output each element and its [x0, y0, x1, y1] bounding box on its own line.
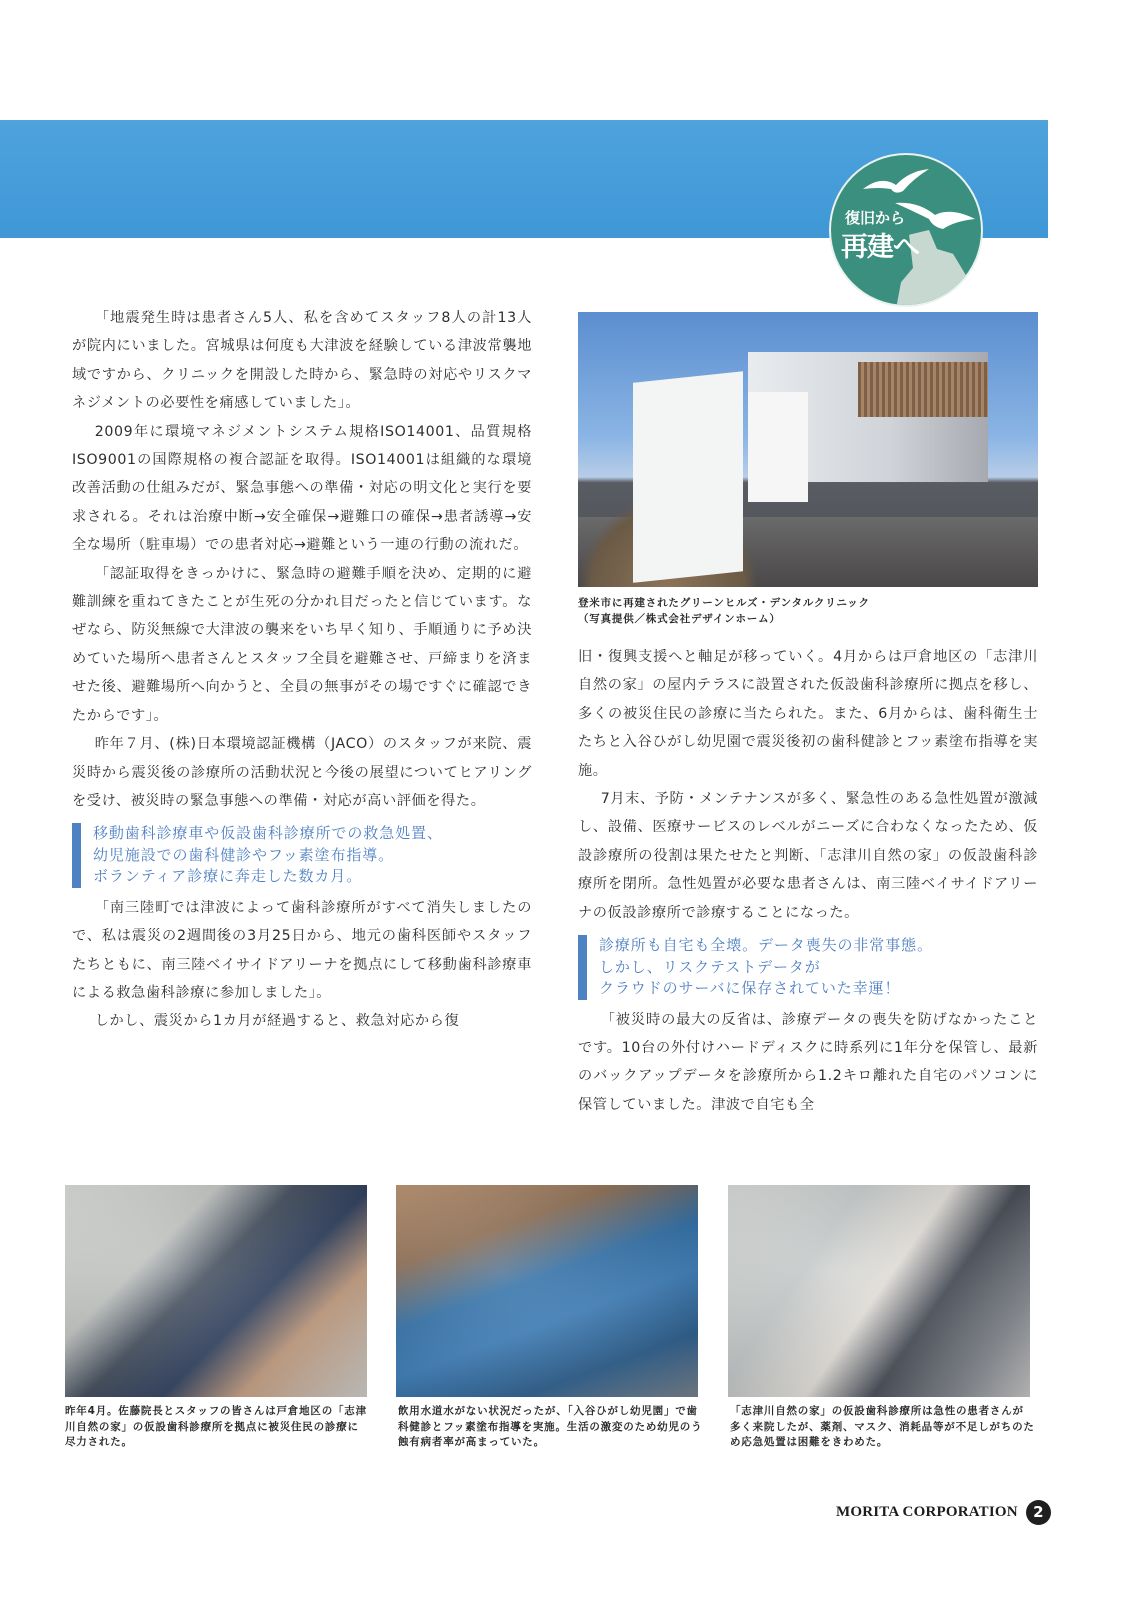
heading-line: しかし、リスクテストデータが	[599, 957, 821, 976]
page-number: 2	[1026, 1500, 1051, 1525]
body-paragraph: 「地震発生時は患者さん5人、私を含めてスタッフ8人の計13人が院内にいました。宮城県は何度も大津波を経験している津波常襲地域ですから、クリニックを開設した時から、緊急時の対応やリスクマネジメントの必要性を痛感していました」。	[72, 310, 532, 412]
clinic-photo-caption	[578, 596, 1048, 627]
dental-treatment-photo	[65, 1185, 367, 1397]
heading-line: ボランティア診療に奔走した数カ月。	[93, 867, 363, 886]
heading-line: 診療所も自宅も全壊。データ喪失の非常事態。	[599, 936, 933, 955]
photo-caption: 飲用水道水がない状況だったが、「入谷ひがし幼児園」で歯科健診とフッ素塗布指導を実施。生活の激変のため幼児のう蝕有病者率が高まっていた。	[398, 1405, 703, 1448]
body-paragraph: 旧・復興支援へと軸足が移っていく。4月からは戸倉地区の「志津川自然の家」の屋内テラスに設置された仮設歯科診療所に拠点を移し、多くの被災住民の診療に当たられた。また、6月からは、歯科衛生士たちと入谷ひがし幼児園で震災後初の歯科健診とフッ素塗布指導を実施。	[578, 649, 1038, 779]
article-right-column	[578, 643, 1038, 1119]
children-checkup-photo	[396, 1185, 698, 1397]
body-paragraph: 「被災時の最大の反省は、診療データの喪失を防げなかったことです。10台の外付けハードディスクに時系列に1年分を保管し、最新のバックアップデータを診療所から1.2キロ離れた自宅のパソコンに保管していました。津波で自宅も全	[578, 1011, 1038, 1113]
article-left-column	[72, 304, 532, 1036]
clinic-building-photo	[578, 312, 1038, 587]
body-paragraph: 7月末、予防・メンテナンスが多く、緊急性のある急性処置が激減し、設備、医療サービスのレベルがニーズに合わなくなったため、仮設診療所の役割は果たせたと判断、「志津川自然の家」の仮設歯科診療所を閉所。急性処置が必要な患者さんは、南三陸ベイサイドアリーナの仮設診療所で診療することになった。	[578, 791, 1038, 921]
heading-line: 幼児施設での歯科健診やフッ素塗布指導。	[93, 845, 395, 864]
emblem-title: 再建へ	[841, 232, 919, 263]
section-heading	[72, 823, 532, 888]
emblem-subtitle: 復旧から	[845, 209, 906, 227]
page-footer	[836, 1497, 1051, 1527]
brand-name: MORITA CORPORATION	[836, 1503, 1018, 1520]
body-paragraph: しかし、震災から1カ月が経過すると、救急対応から復	[94, 1013, 460, 1030]
section-emblem	[831, 155, 981, 305]
caption-line: （写真提供／株式会社デザインホーム）	[578, 612, 781, 625]
body-paragraph: 「認証取得をきっかけに、緊急時の避難手順を決め、定期的に避難訓練を重ねてきたことが生死の分かれ目だったと信じています。なぜなら、防災無線で大津波の襲来をいち早く知り、手順通りに予め決めていた場所へ患者さんとスタッフ全員を避難させ、戸締まりを済ませた後、避難場所へ向かうと、全員の無事がその場ですぐに確認できたからです」。	[72, 565, 532, 724]
clinic-sign	[633, 371, 743, 583]
heading-line: 移動歯科診療車や仮設歯科診療所での救急処置、	[93, 824, 443, 843]
clinic-sign-secondary	[748, 392, 808, 502]
body-paragraph: 「南三陸町では津波によって歯科診療所がすべて消失しましたので、私は震災の2週間後の3月25日から、地元の歯科医師やスタッフたちともに、南三陸ベイサイドアリーナを拠点にして移動歯科診療車による救急歯科診療に参加しました」。	[72, 899, 532, 1002]
photo-caption: 昨年4月。佐藤院長とスタッフの皆さんは戸倉地区の「志津川自然の家」の仮設歯科診療所を拠点に被災住民の診療に尽力された。	[65, 1405, 367, 1448]
temporary-clinic-photo	[728, 1185, 1030, 1397]
seagull-icon	[861, 167, 931, 197]
photo-caption: 「志津川自然の家」の仮設歯科診療所は急性の患者さんが多く来院したが、薬剤、マスク、消耗品等が不足しがちのため応急処置は困難をきわめた。	[730, 1405, 1035, 1448]
body-paragraph: 昨年７月、(株)日本環境認証機構（JACO）のスタッフが来院、震災時から震災後の診療所の活動状況と今後の展望についてヒアリングを受け、被災時の緊急事態への準備・対応が高い評価を得た。	[72, 736, 532, 809]
caption-line: 登米市に再建されたグリーンヒルズ・デンタルクリニック	[578, 597, 870, 609]
section-heading	[578, 935, 1038, 1000]
body-paragraph: 2009年に環境マネジメントシステム規格ISO14001、品質規格ISO9001の国際規格の複合認証を取得。ISO14001は組織的な環境改善活動の仕組みだが、緊急事態への準備・対応の明文化と実行を要求される。それは治療中断→安全確保→避難口の確保→患者誘導→安全な場所（駐車場）での患者対応→避難という一連の行動の流れだ。	[72, 423, 532, 554]
heading-line: クラウドのサーバに保存されていた幸運！	[599, 979, 901, 998]
